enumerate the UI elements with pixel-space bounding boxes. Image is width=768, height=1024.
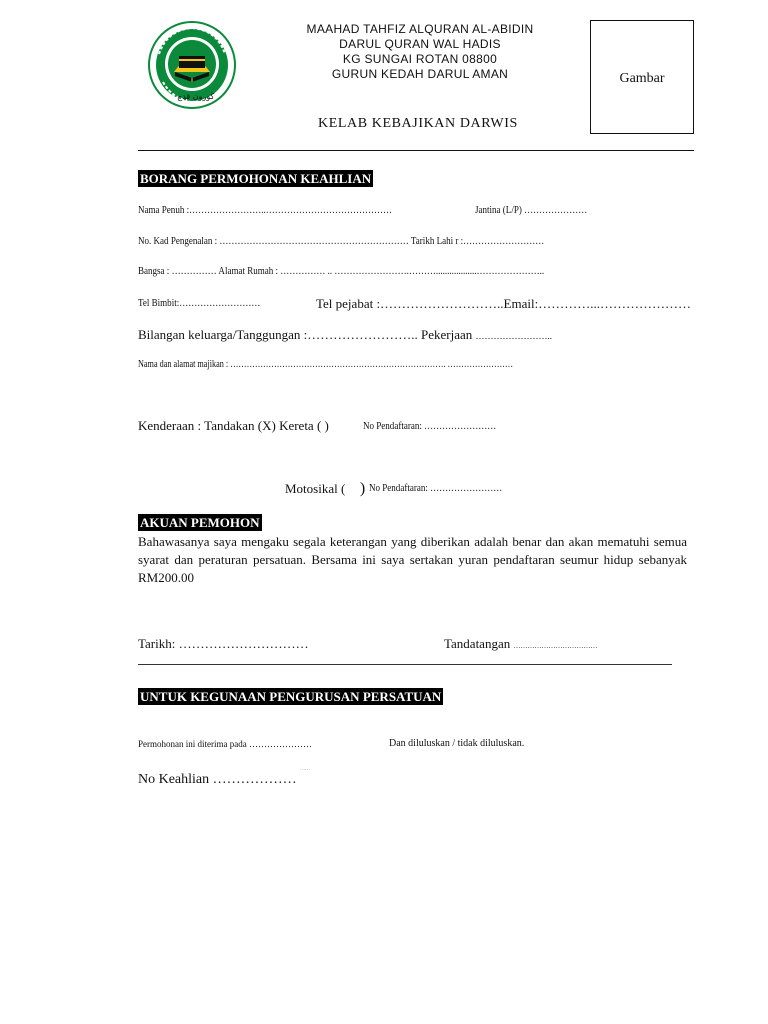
akuan-paragraph: Bahawasanya saya mengaku segala keterangan yang diberikan adalah benar dan akan mematuhi semua syarat dan peraturan persatuan. Bersama ini saya sertakan yuran pendaftaran seumur hidup sebanyak RM200.00 — [138, 534, 687, 585]
field-tarikh[interactable] — [138, 636, 309, 652]
header-line-2: DARUL QURAN WAL HADIS — [339, 37, 501, 51]
field-nama-penuh-label: Nama Penuh :……………………..…………………………………… — [138, 204, 393, 216]
field-tandatangan[interactable] — [444, 636, 597, 652]
club-title: KELAB KEBAJIKAN DARWIS — [318, 116, 518, 131]
field-motosikal[interactable] — [285, 480, 365, 498]
field-bilangan-keluarga-label: Bilangan keluarga/Tanggungan :…………………….. Pekerjaan — [138, 327, 473, 342]
field-motosikal-no-pendaftaran-label: No Pendaftaran: …………………… — [369, 482, 503, 494]
field-kad-pengenalan-label: No. Kad Pengenalan : ……………………………………………………… Tarikh Lahi r :……………………… — [138, 235, 545, 247]
field-kad-pengenalan[interactable] — [138, 235, 634, 247]
section-heading-borang: BORANG PERMOHONAN KEAHLIAN — [140, 171, 372, 186]
header-line-3: KG SUNGAI ROTAN 08800 — [342, 52, 498, 66]
header-line-4: GURUN KEDAH DARUL AMAN — [331, 67, 509, 81]
field-no-keahlian[interactable] — [138, 772, 297, 788]
field-jantina-label: Jantina (L/P) ………………… — [475, 204, 588, 216]
field-bangsa-alamat-label: Bangsa : …………… Alamat Rumah : …………… .. …………………….………..................………………….. — [138, 265, 545, 277]
field-pekerjaan-dots: …………………….. — [475, 331, 552, 341]
photo-box — [590, 20, 694, 134]
signature-divider — [138, 664, 672, 665]
field-motosikal-close: ) — [359, 480, 366, 497]
photo-box-label: Gambar — [619, 71, 665, 86]
field-kenderaan-label: Kenderaan : Tandakan (X) Kereta ( ) — [138, 418, 329, 433]
field-tel-pejabat-email-label: Tel pejabat :………………………..Email:…………...………………… — [316, 296, 691, 311]
field-kenderaan-kereta[interactable] — [138, 418, 329, 434]
field-bilangan-keluarga[interactable] — [138, 327, 552, 343]
field-nama-penuh[interactable] — [138, 204, 448, 216]
field-tel-bimbit[interactable] — [138, 297, 287, 309]
field-majikan[interactable] — [138, 359, 595, 370]
logo-bottom-text: ڬورون قدح — [177, 92, 215, 101]
field-diluluskan[interactable] — [389, 738, 524, 749]
header-divider — [138, 150, 694, 151]
field-jantina[interactable] — [475, 204, 612, 216]
field-bangsa-alamat[interactable] — [138, 265, 633, 277]
field-motosikal-no-pendaftaran[interactable] — [369, 482, 532, 494]
field-tel-pejabat-email[interactable] — [316, 296, 691, 312]
section-heading-akuan: AKUAN PEMOHON — [140, 515, 260, 530]
field-tandatangan-dots: ……………………………… — [513, 642, 598, 650]
section-heading-pengurusan: UNTUK KEGUNAAN PENGURUSAN PERSATUAN — [140, 689, 442, 704]
school-logo — [147, 20, 237, 110]
field-tel-bimbit-label: Tel Bimbit:……………………… — [138, 297, 261, 309]
field-kereta-no-pendaftaran-label: No Pendaftaran: …………………… — [363, 420, 497, 432]
field-kereta-no-pendaftaran[interactable] — [363, 420, 526, 432]
field-diluluskan-label: Dan diluluskan / tidak diluluskan. — [389, 738, 525, 749]
field-no-keahlian-label: No Keahlian ……………… — [138, 772, 297, 787]
field-majikan-label: Nama dan alamat majikan : ……………………………………………………………………. …………………… — [138, 359, 514, 370]
stray-dots: …… — [300, 767, 310, 772]
field-diterima-label: Permohonan ini diterima pada ………………… — [138, 739, 312, 749]
field-motosikal-label: Motosikal ( — [285, 481, 346, 496]
header-line-1: MAAHAD TAHFIZ ALQURAN AL-ABIDIN — [306, 22, 534, 36]
field-diterima[interactable] — [138, 739, 312, 749]
field-tarikh-label: Tarikh: ………………………… — [138, 636, 309, 651]
field-tandatangan-label: Tandatangan — [444, 636, 511, 651]
